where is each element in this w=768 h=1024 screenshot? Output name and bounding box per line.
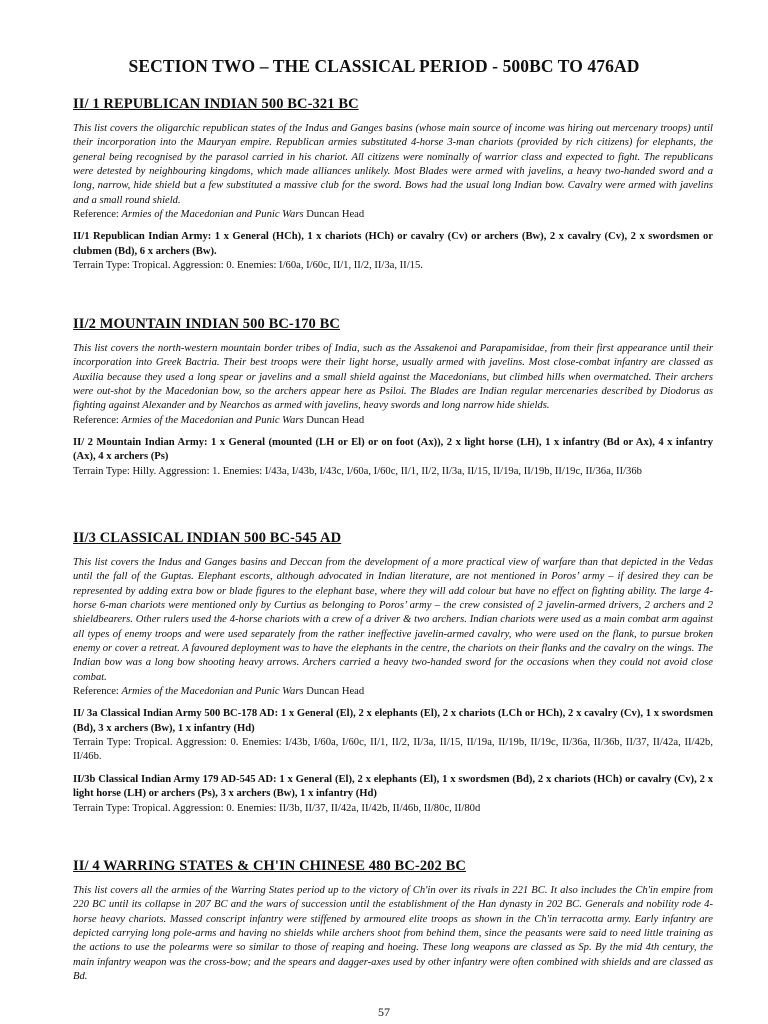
army-name: II/1 Republican Indian Army: 1 x General (HCh), 1 x chariots (HCh) or cavalry (Cv) or archers (Bw), 2 x cavalry (Cv), 2 x swordsmen or clubmen (Bd), 6 x archers (Bw). — [73, 231, 713, 257]
section-reference — [73, 685, 713, 699]
reference-label: Reference: — [73, 209, 122, 221]
section-heading: II/2 MOUNTAIN INDIAN 500 BC-170 BC — [73, 316, 340, 332]
reference-author: Duncan Head — [303, 686, 365, 698]
reference-title: Armies of the Macedonian and Punic Wars — [121, 414, 304, 426]
reference-label: Reference: — [73, 414, 122, 426]
army-name: II/ 3a Classical Indian Army 500 BC-178 AD: 1 x General (El), 2 x elephants (El), 2 x chariots (LCh or HCh), 2 x cavalry (Cv), 1 x swordsmen (Bd), 3 x archers (Bw), 1 x infantry (Hd) — [73, 708, 713, 734]
section-heading: II/ 4 WARRING STATES & CH'IN CHINESE 480 BC-202 BC — [73, 858, 466, 874]
section-description: This list covers the oligarchic republican states of the Indus and Ganges basins (whose main source of income was hiring out mercenary troops) until their incorporation into the Mauryan empire. Republican armies substituted 4-horse 3-man chariots (provided by rich citizens) for elephants, the general being recognised by the parasol carried in his chariot. All citizens were nominally of warrior class and expected to fight. The republicans were detested by neighbouring kingdoms, which made alliances unlikely. Most Blades were armed with javelins, a heavy two-handed sword and a long, narrow, hide shield but a few substituted a massive club for the sword. Bows had the usual long Indian bow. Cavalry were armed with javelins and a small round shield. — [73, 123, 713, 206]
army-list-entry — [73, 707, 713, 764]
army-list-entry — [73, 773, 713, 816]
section-ii-4 — [73, 858, 713, 984]
section-heading: II/ 1 REPUBLICAN INDIAN 500 BC-321 BC — [73, 96, 359, 112]
reference-author: Duncan Head — [303, 209, 365, 221]
reference-label: Reference: — [73, 686, 122, 698]
section-reference — [73, 414, 713, 428]
army-details: Terrain Type: Tropical. Aggression: 0. Enemies: II/3b, II/37, II/42a, II/42b, II/46b, II/80c, II/80d — [73, 802, 481, 814]
army-name: II/ 2 Mountain Indian Army: 1 x General (mounted (LH or El) or on foot (Ax)), 2 x light horse (LH), 1 x infantry (Bd or Ax), 4 x infantry (Ax), 4 x archers (Ps) — [73, 437, 713, 463]
section-description: This list covers all the armies of the Warring States period up to the victory of Ch'in over its rivals in 221 BC. It also includes the Ch'in empire from 220 BC until its collapse in 207 BC and the wars of succession until the establishment of the Han dynasty in 202 BC. Generals and nobility rode 4-horse heavy chariots. Massed conscript infantry were stiffened by armoured elite troops as shown in the Ch'in terracotta army. Early infantry are depicted carrying long pole-arms and having no shields while archers shoot from behind them, since the peasants were said to need little training as the actions to use the polearms were so similar to those of reaping and hoeing. These long weapons are classed as Sp. By the mid 4th century, the main infantry weapon was the cross-bow; and the spears and dagger-axes used by other infantry were often combined with shields and are classed as Bd. — [73, 885, 713, 983]
army-list-entry — [73, 230, 713, 273]
army-details: Terrain Type: Hilly. Aggression: 1. Enemies: I/43a, I/43b, I/43c, I/60a, I/60c, II/1, II/2, II/3a, II/15, II/19a, II/19b, II/19c, II/36a, II/36b — [73, 465, 642, 477]
page-number: 57 — [378, 1005, 390, 1019]
army-list-entry — [73, 436, 713, 479]
reference-title: Armies of the Macedonian and Punic Wars — [121, 686, 304, 698]
section-description: This list covers the north-western mountain border tribes of India, such as the Assakenoi and Parapamisidae, from their first appearance until their incorporation into Greek Bactria. Their best troops were their light horse, usually armed with javelins. Most close-combat infantry are classed as Auxilia because they used a long spear or javelins and a small shield against the Macedonians, but climbed hills when overmatched. Their archers were out-shot by the Macedonian bow, so the archers appear here as Psiloi. The Blades are Indian regular mercenaries described by Diodorus as fighting against Alexander and by Nearchos as armed with javelins, heavy swords and long narrow hide shields. — [73, 343, 713, 412]
page-title: SECTION TWO – THE CLASSICAL PERIOD - 500BC TO 476AD — [128, 56, 640, 76]
army-details: Terrain Type: Tropical. Aggression: 0. Enemies: I/43b, I/60a, I/60c, II/1, II/2, II/3a, II/15, II/19a, II/19b, II/19c, II/36a, II/36b, II/37, II/42a, II/42b, II/46b. — [73, 737, 713, 763]
reference-title: Armies of the Macedonian and Punic Wars — [121, 209, 304, 221]
army-details: Terrain Type: Tropical. Aggression: 0. Enemies: I/60a, I/60c, II/1, II/2, II/3a, II/15. — [73, 260, 423, 272]
section-description: This list covers the Indus and Ganges basins and Deccan from the development of a more practical view of warfare than that depicted in the Vedas until the fall of the Guptas. Elephant escorts, although advocated in Indian literature, are not mentioned in Poros’ army – if desired they can be represented by adding extra bow or blade figures to the elephant base, where they will add colour but have no effect on fighting ability. The large 4-horse 6-man chariots were mentioned only by Curtius as belonging to Poros’ army – the crew consisted of 2 javelin-armed drivers, 2 archers and 2 shieldbearers. Other rulers used the 4-horse chariots with a crew of a driver & two archers. Indian chariots were used as a main combat arm against all types of enemy troops and were used separately from the rather ineffective javelin-armed cavalry, who were used on the flank, to pursue broken enemy or cover a retreat. A favoured deployment was to have the elephants in the centre, the chariots on their flanks and the cavalry on the wings. The Indian bow was a long bow shooting heavy arrows. Archers carried a heavy two-handed sword for the occasions when they could not avoid close combat. — [73, 557, 713, 683]
section-ii-3 — [73, 530, 713, 816]
section-reference — [73, 208, 713, 222]
section-ii-1 — [73, 96, 713, 273]
section-ii-2 — [73, 316, 713, 479]
army-name: II/3b Classical Indian Army 179 AD-545 AD: 1 x General (El), 2 x elephants (El), 1 x swordsmen (Bd), 2 x chariots (HCh) or cavalry (Cv), 2 x light horse (LH) or archers (Ps), 3 x archers (Bw), 1 x infantry (Hd) — [73, 773, 713, 800]
section-heading: II/3 CLASSICAL INDIAN 500 BC-545 AD — [73, 530, 342, 546]
reference-author: Duncan Head — [303, 414, 365, 426]
